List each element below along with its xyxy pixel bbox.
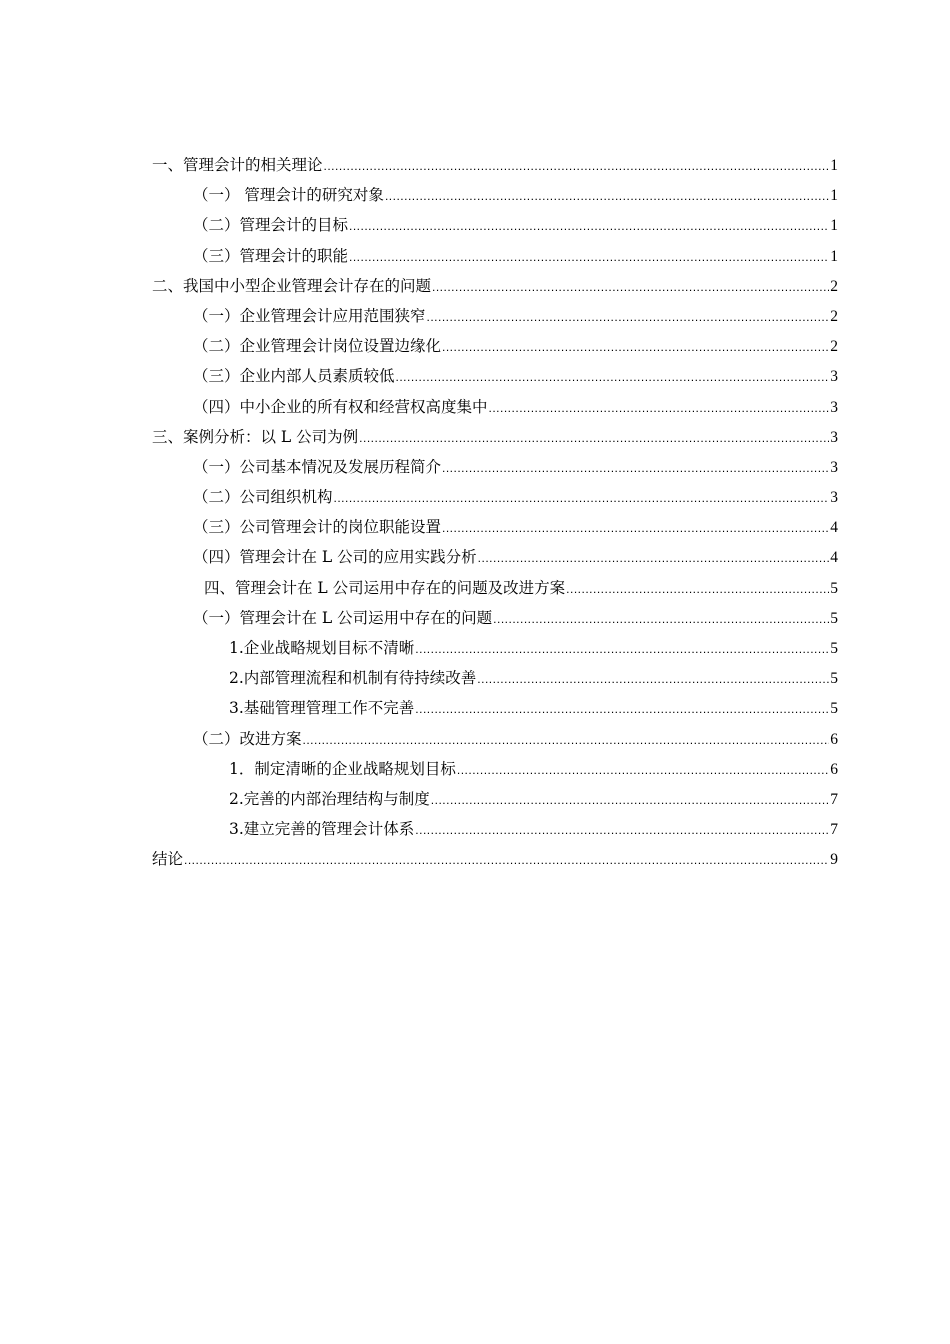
- toc-page-number: 5: [830, 640, 838, 657]
- toc-page-number: 2: [830, 338, 838, 356]
- toc-page-number: 6: [830, 760, 838, 778]
- toc-dot-leader: [324, 151, 830, 181]
- toc-dot-leader: [566, 574, 829, 604]
- toc-entry[interactable]: [152, 603, 838, 633]
- toc-dot-leader: [385, 181, 829, 211]
- toc-entry[interactable]: [152, 633, 838, 663]
- toc-page-number: 3: [830, 458, 838, 476]
- toc-entry[interactable]: [152, 422, 838, 452]
- toc-entry-title: 二、我国中小型企业管理会计存在的问题: [152, 276, 432, 295]
- toc-dot-leader: [442, 332, 829, 362]
- toc-entry-title: 四、管理会计在 L 公司运用中存在的问题及改进方案: [204, 578, 566, 597]
- toc-entry-title: 3.建立完善的管理会计体系: [229, 820, 415, 839]
- toc-entry[interactable]: [152, 392, 838, 422]
- toc-dot-leader: [184, 845, 829, 875]
- toc-page-number: 7: [830, 790, 838, 808]
- toc-entry-title: （一）企业管理会计应用范围狭窄: [193, 306, 426, 325]
- toc-dot-leader: [477, 664, 829, 694]
- toc-entry-title: 3.基础管理管理工作不完善: [229, 699, 415, 718]
- table-of-contents: [152, 150, 838, 875]
- toc-page-number: 6: [830, 730, 838, 748]
- toc-page-number: 2: [830, 277, 838, 295]
- toc-page-number: 3: [830, 428, 838, 446]
- toc-entry-title: 2.内部管理流程和机制有待持续改善: [229, 669, 477, 688]
- toc-dot-leader: [431, 785, 829, 815]
- toc-entry-title: （一） 管理会计的研究对象: [193, 186, 384, 205]
- toc-entry[interactable]: [152, 814, 838, 844]
- toc-entry-title: （三）公司管理会计的岗位职能设置: [193, 518, 442, 537]
- toc-entry[interactable]: [152, 301, 838, 331]
- toc-entry-title: （二）企业管理会计岗位设置边缘化: [193, 337, 442, 356]
- toc-dot-leader: [396, 362, 830, 392]
- toc-entry-title: 2.完善的内部治理结构与制度: [229, 789, 430, 808]
- toc-entry-title: 1．制定清晰的企业战略规划目标: [229, 759, 456, 778]
- toc-page-number: 5: [830, 670, 838, 688]
- toc-entry-title: 三、案例分析：以 L 公司为例: [152, 427, 359, 446]
- toc-page-number: 1: [830, 217, 838, 235]
- toc-page-number: 7: [830, 821, 838, 839]
- toc-page-number: 2: [830, 307, 838, 325]
- toc-entry[interactable]: [152, 331, 838, 361]
- toc-entry[interactable]: [152, 844, 838, 874]
- toc-entry[interactable]: [152, 512, 838, 542]
- toc-entry-title: （三）企业内部人员素质较低: [193, 367, 395, 386]
- toc-entry[interactable]: [152, 361, 838, 391]
- toc-entry[interactable]: [152, 663, 838, 693]
- toc-dot-leader: [334, 483, 830, 513]
- toc-dot-leader: [349, 242, 829, 272]
- toc-entry-title: （一）公司基本情况及发展历程简介: [193, 457, 442, 476]
- toc-entry[interactable]: [152, 482, 838, 512]
- toc-entry[interactable]: [152, 754, 838, 784]
- toc-page-number: 1: [830, 187, 838, 205]
- toc-entry-title: 结论: [152, 850, 184, 869]
- toc-page-number: 3: [830, 489, 838, 507]
- toc-dot-leader: [442, 513, 829, 543]
- toc-dot-leader: [489, 393, 830, 423]
- toc-entry[interactable]: [152, 180, 838, 210]
- toc-page-number: 1: [830, 157, 838, 174]
- toc-entry-title: （三）管理会计的职能: [193, 246, 349, 265]
- toc-page-number: 5: [830, 609, 838, 627]
- toc-dot-leader: [432, 272, 829, 302]
- toc-entry-title: （二）管理会计的目标: [193, 216, 349, 235]
- toc-dot-leader: [303, 725, 830, 755]
- toc-entry[interactable]: [152, 724, 838, 754]
- toc-dot-leader: [415, 815, 829, 845]
- toc-entry[interactable]: [152, 693, 838, 723]
- toc-entry-title: （二）改进方案: [193, 729, 302, 748]
- toc-entry-title: （四）管理会计在 L 公司的应用实践分析: [193, 548, 477, 567]
- toc-dot-leader: [349, 211, 829, 241]
- toc-dot-leader: [415, 634, 829, 664]
- toc-entry[interactable]: [152, 452, 838, 482]
- toc-entry[interactable]: [152, 241, 838, 271]
- toc-entry-title: （一）管理会计在 L 公司运用中存在的问题: [193, 608, 493, 627]
- toc-page-number: 3: [830, 368, 838, 386]
- toc-entry[interactable]: [152, 542, 838, 572]
- toc-entry[interactable]: [152, 271, 838, 301]
- toc-entry[interactable]: [152, 210, 838, 240]
- toc-dot-leader: [493, 604, 829, 634]
- toc-dot-leader: [427, 302, 830, 332]
- toc-page-number: 3: [830, 398, 838, 416]
- toc-entry-title: 1.企业战略规划目标不清晰: [229, 639, 415, 657]
- toc-dot-leader: [359, 423, 829, 453]
- toc-page-number: 5: [830, 579, 838, 597]
- toc-page-number: 5: [830, 700, 838, 718]
- toc-entry[interactable]: [152, 150, 838, 180]
- toc-page-number: 4: [830, 549, 838, 567]
- toc-dot-leader: [478, 543, 830, 573]
- toc-page-number: 4: [830, 519, 838, 537]
- toc-dot-leader: [442, 453, 829, 483]
- toc-dot-leader: [457, 755, 829, 785]
- toc-entry-title: （四）中小企业的所有权和经营权高度集中: [193, 397, 488, 416]
- toc-entry-title: 一、管理会计的相关理论: [152, 156, 323, 174]
- toc-entry-title: （二）公司组织机构: [193, 488, 333, 507]
- toc-page-number: 9: [830, 851, 838, 869]
- toc-entry[interactable]: [152, 573, 838, 603]
- toc-dot-leader: [415, 694, 829, 724]
- toc-page-number: 1: [830, 247, 838, 265]
- toc-entry[interactable]: [152, 784, 838, 814]
